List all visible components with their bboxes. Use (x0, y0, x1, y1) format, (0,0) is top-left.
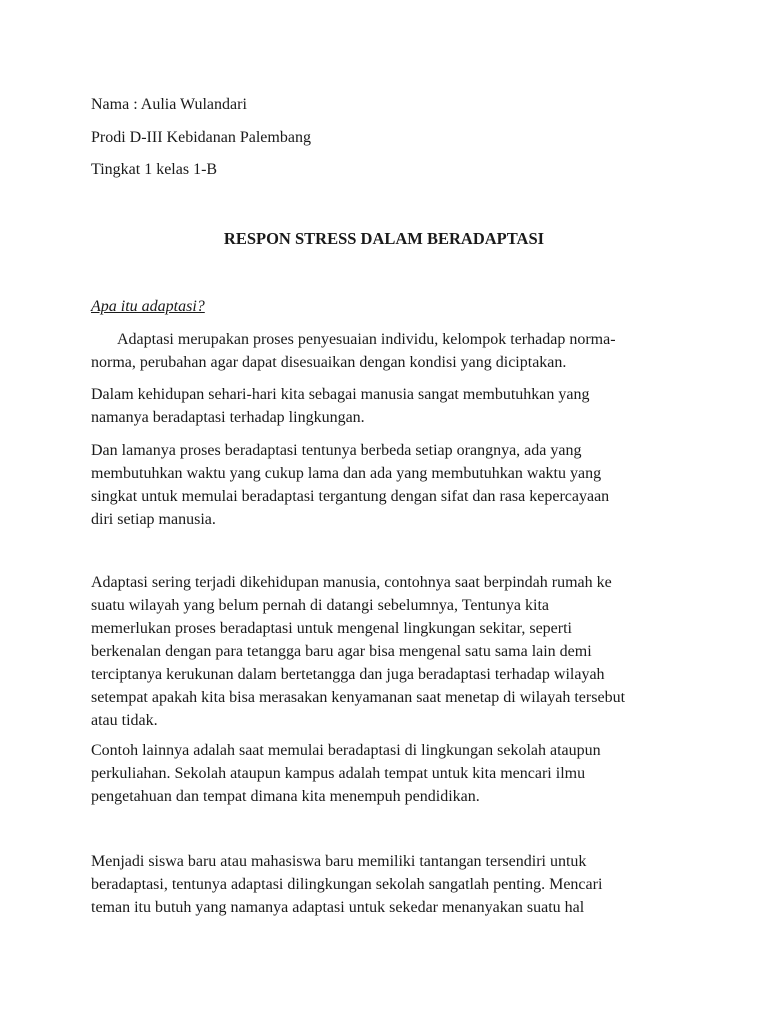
paragraph-line: diri setiap manusia. (91, 511, 216, 528)
paragraph-1 (91, 328, 681, 374)
paragraph-line: Dan lamanya proses beradaptasi tentunya berbeda setiap orangnya, ada yang (91, 442, 582, 459)
paragraph-line: suatu wilayah yang belum pernah di datangi sebelumnya, Tentunya kita (91, 597, 550, 614)
paragraph-line: terciptanya kerukunan dalam bertetangga dan juga beradaptasi terhadap wilayah (91, 666, 605, 683)
paragraph-line: teman itu butuh yang namanya adaptasi untuk sekedar menanyakan suatu hal (91, 899, 585, 916)
paragraph-4 (91, 571, 681, 732)
paragraph-line: berkenalan dengan para tetangga baru agar bisa mengenal satu sama lain demi (91, 643, 592, 660)
paragraph-line: Contoh lainnya adalah saat memulai beradaptasi di lingkungan sekolah ataupun (91, 742, 601, 759)
paragraph-line: membutuhkan waktu yang cukup lama dan ada yang membutuhkan waktu yang (91, 465, 602, 482)
paragraph-2 (91, 383, 681, 429)
paragraph-line: namanya beradaptasi terhadap lingkungan. (91, 409, 365, 426)
paragraph-3 (91, 439, 681, 531)
study-program-line: Prodi D-III Kebidanan Palembang (91, 129, 311, 146)
paragraph-line: pengetahuan dan tempat dimana kita menempuh pendidikan. (91, 788, 480, 805)
paragraph-line: norma, perubahan agar dapat disesuaikan dengan kondisi yang diciptakan. (91, 354, 567, 371)
paragraph-line: atau tidak. (91, 712, 158, 729)
paragraph-line: Dalam kehidupan sehari-hari kita sebagai manusia sangat membutuhkan yang (91, 386, 590, 403)
paragraph-line: Menjadi siswa baru atau mahasiswa baru memiliki tantangan tersendiri untuk (91, 853, 587, 870)
paragraph-line: Adaptasi merupakan proses penyesuaian individu, kelompok terhadap norma- (117, 331, 616, 348)
paragraph-line: perkuliahan. Sekolah ataupun kampus adalah tempat untuk kita mencari ilmu (91, 765, 586, 782)
student-name-line: Nama : Aulia Wulandari (91, 96, 247, 113)
paragraph-5 (91, 739, 681, 808)
class-level-line: Tingkat 1 kelas 1-B (91, 161, 218, 178)
section-subheading: Apa itu adaptasi? (91, 298, 205, 315)
paragraph-6 (91, 850, 681, 919)
paragraph-line: setempat apakah kita bisa merasakan kenyamanan saat menetap di wilayah tersebut (91, 689, 626, 706)
paragraph-line: memerlukan proses beradaptasi untuk mengenal lingkungan sekitar, seperti (91, 620, 572, 637)
paragraph-line: Adaptasi sering terjadi dikehidupan manusia, contohnya saat berpindah rumah ke (91, 574, 612, 591)
paragraph-line: beradaptasi, tentunya adaptasi dilingkungan sekolah sangatlah penting. Mencari (91, 876, 603, 893)
paragraph-line: singkat untuk memulai beradaptasi tergantung dengan sifat dan rasa kepercayaan (91, 488, 610, 505)
document-title: RESPON STRESS DALAM BERADAPTASI (223, 229, 545, 248)
